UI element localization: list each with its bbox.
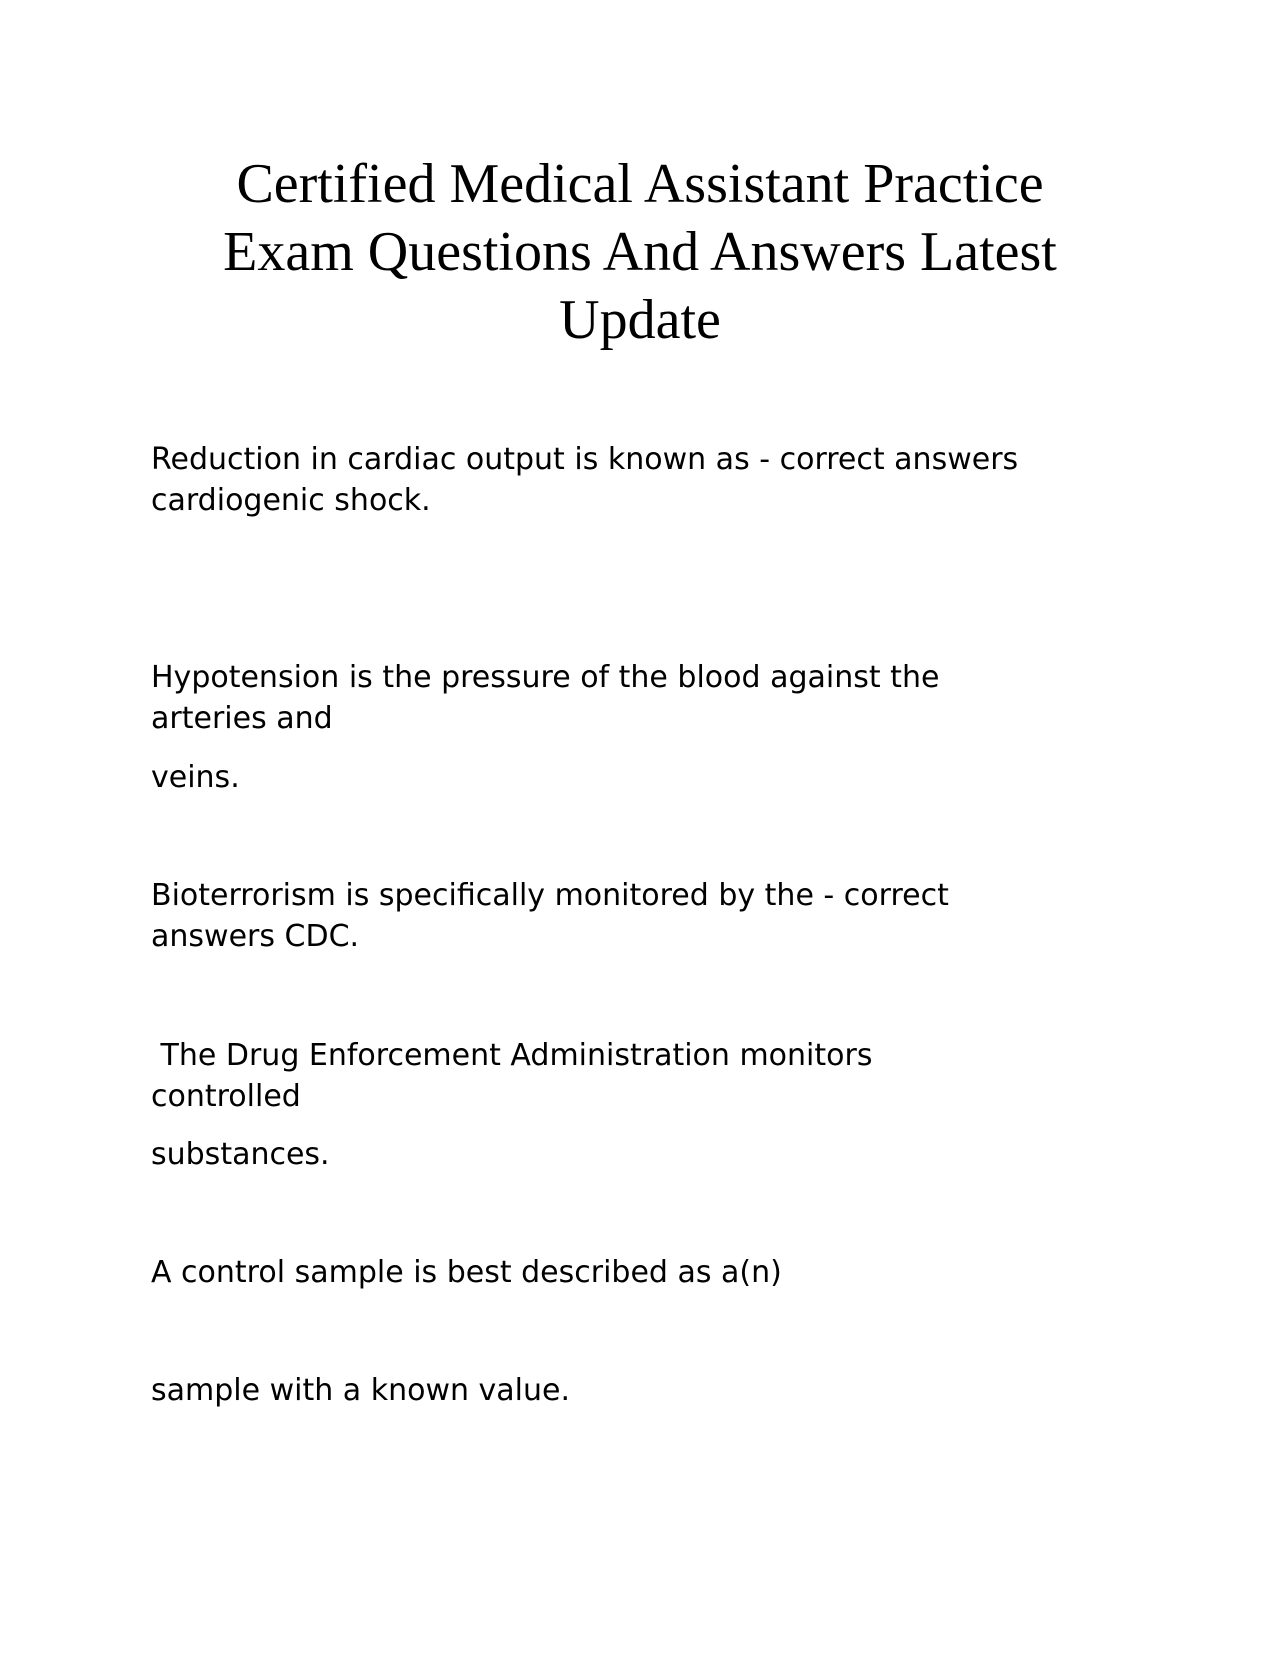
- text-line: cardiogenic shock.: [151, 483, 431, 518]
- text-line: Reduction in cardiac output is known as - correct answers: [151, 442, 1019, 477]
- text-line: sample with a known value.: [151, 1373, 571, 1408]
- text-line: The Drug Enforcement Administration monitors: [151, 1038, 873, 1073]
- title-line-2: Exam Questions And Answers Latest: [223, 221, 1057, 283]
- text-line: answers CDC.: [151, 919, 360, 954]
- text-line: arteries and: [151, 701, 333, 736]
- text-line: substances.: [151, 1137, 330, 1172]
- title-line-3: Update: [559, 289, 721, 351]
- text-line: Hypotension is the pressure of the blood against the: [151, 660, 940, 695]
- text-line: A control sample is best described as a(n): [151, 1255, 782, 1290]
- text-line: controlled: [151, 1079, 301, 1114]
- text-line: Bioterrorism is specifically monitored by the - correct: [151, 878, 949, 913]
- text-line: veins.: [151, 760, 240, 795]
- document-title: [140, 150, 1140, 354]
- title-line-1: Certified Medical Assistant Practice: [236, 153, 1044, 215]
